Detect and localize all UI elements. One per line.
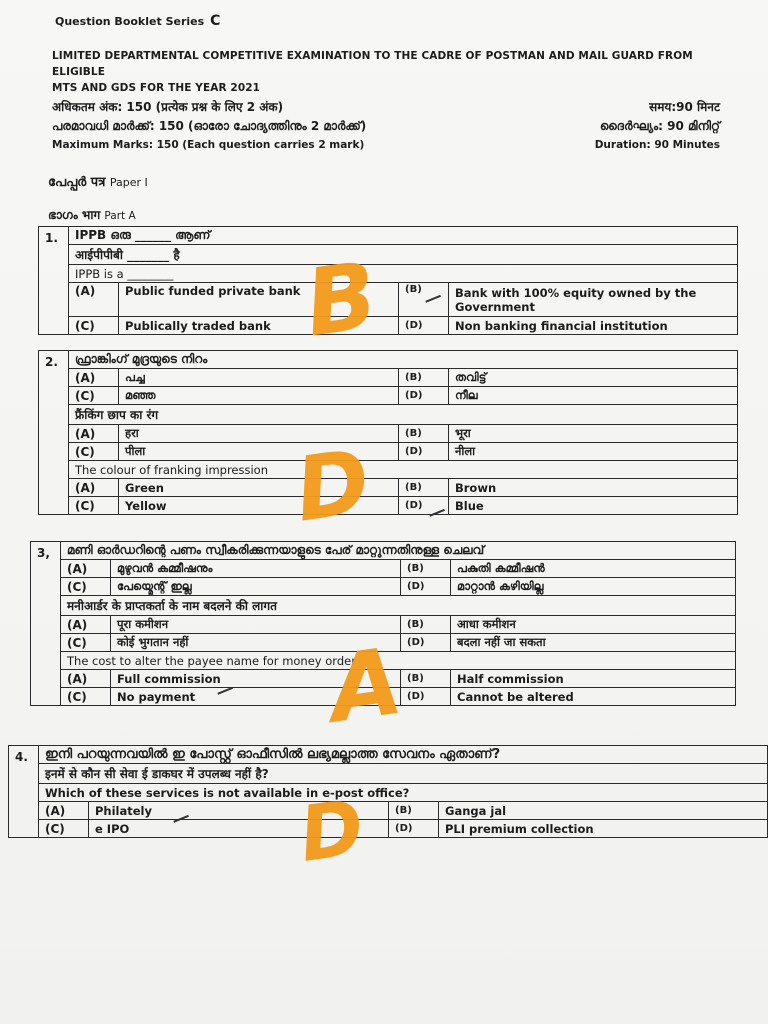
option-text: भूरा: [449, 425, 738, 443]
option-key: (D): [401, 688, 451, 706]
answer-mark-q3: A: [322, 627, 409, 744]
option-text: कोई भुगतान नहीं: [111, 634, 401, 652]
option-key: (A): [69, 369, 119, 387]
option-text: Brown: [449, 479, 738, 497]
exam-title: [52, 48, 722, 96]
answer-mark-q2: D: [289, 429, 376, 542]
option-key: (C): [61, 634, 111, 652]
option-text: Half commission: [451, 670, 736, 688]
option-key: (A): [69, 479, 119, 497]
option-text: പേയ്മെന്റ് ഇല്ല: [111, 578, 401, 596]
paper-ml-hi: പേപ്പർ पत्र: [48, 175, 106, 190]
stem-malayalam: ഇനി പറയുന്നവയിൽ ഇ പോസ്റ്റ് ഓഫീസിൽ ലഭ്യമല്ലാത്ത സേവനം ഏതാണ്?: [39, 746, 768, 764]
option-text: हरा: [119, 425, 399, 443]
option-key: (D): [399, 443, 449, 461]
option-text: Bank with 100% equity owned by the Government: [449, 283, 738, 317]
option-key: (B): [399, 283, 449, 317]
stem-english: Which of these services is not available in e-post office?: [39, 784, 768, 802]
option-text: പകുതി കമ്മീഷൻ: [451, 560, 736, 578]
stem-malayalam: ഫ്രാങ്കിംഗ് മുദ്രയുടെ നിറം: [69, 351, 738, 369]
option-key: (D): [399, 497, 449, 515]
max-marks-hindi: अधिकतम अंक: 150 (प्रत्येक प्रश्न के लिए 2 अंक): [52, 100, 284, 114]
option-text: മുഴുവൻ കമ്മീഷനും: [111, 560, 401, 578]
option-text: आधा कमीशन: [451, 616, 736, 634]
exam-title-line2: MTS AND GDS FOR THE YEAR 2021: [52, 82, 261, 94]
stem-malayalam: മണി ഓർഡറിന്റെ പണം സ്വീകരിക്കുന്നയാളുടെ പേര് മാറ്റുന്നതിനുള്ള ചെലവ്: [61, 542, 736, 560]
part-heading: [48, 206, 136, 223]
option-key: (B): [399, 369, 449, 387]
question-4: [8, 745, 768, 838]
answer-mark-q4: D: [294, 782, 369, 879]
option-key: (C): [61, 578, 111, 596]
question-2: [38, 350, 738, 515]
option-text: മഞ്ഞ: [119, 387, 399, 405]
stem-hindi: मनीआर्डर के प्राप्तकर्ता के नाम बदलने की लागत: [61, 596, 736, 616]
stem-hindi: फ्रैंकिंग छाप का रंग: [69, 405, 738, 425]
question-number: 1.: [39, 227, 69, 335]
option-text: Ganga jal: [439, 802, 768, 820]
option-key: (D): [401, 578, 451, 596]
option-key: (B): [399, 479, 449, 497]
option-key: (B): [401, 560, 451, 578]
option-text: No payment: [111, 688, 401, 706]
question-number: 2.: [39, 351, 69, 515]
option-key: (A): [61, 560, 111, 578]
time-malayalam: ദൈർഘ്യം: 90 മിനിറ്റ്: [599, 119, 720, 133]
question-number: 3,: [31, 542, 61, 706]
option-text: e IPO: [89, 820, 389, 838]
option-key: (B): [389, 802, 439, 820]
option-text: Cannot be altered: [451, 688, 736, 706]
option-text: पीला: [119, 443, 399, 461]
option-key: (A): [69, 283, 119, 317]
duration: [595, 98, 720, 155]
option-text: Publically traded bank: [119, 317, 399, 335]
part-en: Part A: [104, 210, 136, 222]
option-text: नीला: [449, 443, 738, 461]
option-key: (A): [39, 802, 89, 820]
max-marks-english: Maximum Marks: 150 (Each question carries 2 mark): [52, 139, 365, 151]
option-text: Blue: [449, 497, 738, 515]
option-key: (C): [61, 688, 111, 706]
stem-english: The cost to alter the payee name for money order: [61, 652, 736, 670]
option-text: നീല: [449, 387, 738, 405]
option-key: (B): [399, 425, 449, 443]
option-text: തവിട്ട്: [449, 369, 738, 387]
question-number: 4.: [9, 746, 39, 838]
stem-malayalam: IPPB ഒരു ______ ആണ്: [69, 227, 738, 245]
stem-hindi: आईपीपीबी _______ है: [69, 245, 738, 265]
option-text: Public funded private bank: [119, 283, 399, 317]
series-code: C: [210, 13, 221, 29]
option-key: (C): [39, 820, 89, 838]
option-text: पूरा कमीशन: [111, 616, 401, 634]
option-text: Non banking financial institution: [449, 317, 738, 335]
option-text: Yellow: [119, 497, 399, 515]
option-key: (D): [399, 317, 449, 335]
question-1: [38, 226, 738, 335]
option-text: പച്ച: [119, 369, 399, 387]
option-text: Philately: [89, 802, 389, 820]
time-hindi: समय:90 मिनट: [649, 100, 720, 114]
option-key: (B): [401, 616, 451, 634]
paper-en: Paper I: [109, 176, 148, 189]
stem-english: The colour of franking impression: [69, 461, 738, 479]
option-key: (C): [69, 387, 119, 405]
option-key: (C): [69, 443, 119, 461]
option-text: PLI premium collection: [439, 820, 768, 838]
max-marks: [52, 98, 366, 155]
answer-mark-q1: B: [298, 241, 384, 358]
option-text: बदला नहीं जा सकता: [451, 634, 736, 652]
option-key: (D): [389, 820, 439, 838]
paper-heading: [48, 172, 148, 190]
exam-title-line1: LIMITED DEPARTMENTAL COMPETITIVE EXAMINATION TO THE CADRE OF POSTMAN AND MAIL GUARD FROM ELIGIBLE: [52, 50, 693, 78]
option-key: (C): [69, 497, 119, 515]
series-label: Question Booklet Series: [55, 15, 205, 28]
option-text: മാറ്റാൻ കഴിയില്ല: [451, 578, 736, 596]
booklet-series: [55, 13, 220, 29]
max-marks-malayalam: പരമാവധി മാർക്ക്: 150 (ഓരോ ചോദ്യത്തിനും 2 മാർക്ക്): [52, 119, 367, 133]
option-text: Full commission: [111, 670, 401, 688]
option-key: (C): [69, 317, 119, 335]
option-key: (B): [401, 670, 451, 688]
option-key: (A): [69, 425, 119, 443]
option-text: Green: [119, 479, 399, 497]
duration-english: Duration: 90 Minutes: [594, 139, 720, 151]
stem-hindi: इनमें से कौन सी सेवा ई डाकघर में उपलब्ध नहीं है?: [39, 764, 768, 784]
option-key: (A): [61, 616, 111, 634]
option-key: (D): [399, 387, 449, 405]
option-key: (A): [61, 670, 111, 688]
stem-english: IPPB is a ________: [69, 265, 738, 283]
option-key: (D): [401, 634, 451, 652]
part-ml-hi: ഭാഗം भाग: [48, 208, 101, 222]
